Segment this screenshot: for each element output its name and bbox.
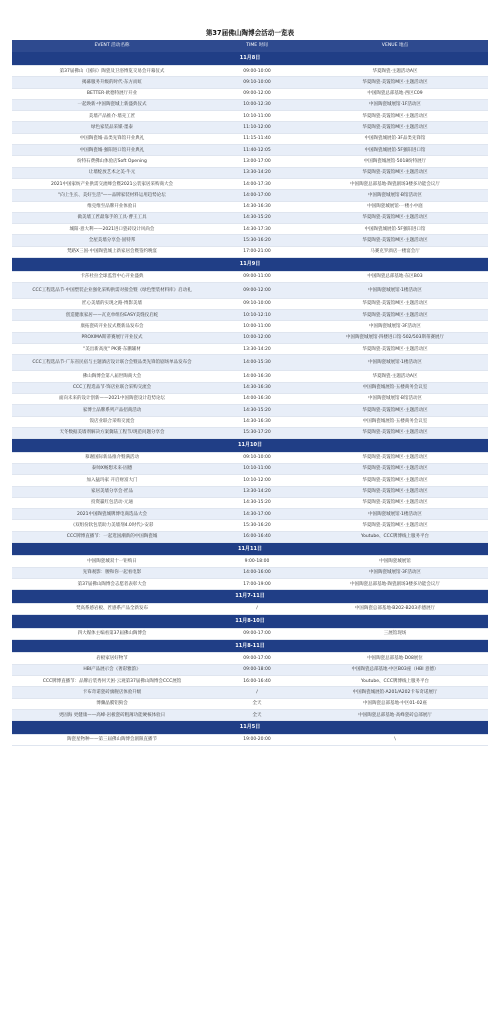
event-name-cell: 加入猛玛家 开启财富大门 xyxy=(12,475,212,486)
table-row xyxy=(12,463,488,474)
time-cell: 10:10-11:00 xyxy=(212,111,302,122)
time-cell: 14:30-15:20 xyxy=(212,212,302,223)
venue-cell: 中国陶瓷城展馆·五楼商务会议室 xyxy=(302,416,488,427)
venue-cell: 中国陶瓷总部基地·中区01-02座 xyxy=(302,698,488,709)
table-row xyxy=(12,382,488,393)
venue-cell: 中国陶瓷城展馆·五楼商务会议室 xyxy=(302,382,488,393)
venue-cell: 中国陶瓷总部基地·陶瓷剧场3楼多功能会议厅 xyxy=(302,579,488,590)
table-row xyxy=(12,393,488,404)
table-row xyxy=(12,567,488,578)
time-cell: 14:30-15:20 xyxy=(212,497,302,508)
table-row xyxy=(12,452,488,463)
venue-cell: 华夏陶瓷·美馐馆M区·主题活动区 xyxy=(302,497,488,508)
venue-cell: 三展馆现场 xyxy=(302,628,488,639)
time-cell: 14:30-15:20 xyxy=(212,405,302,416)
table-body xyxy=(12,52,488,746)
table-row xyxy=(12,664,488,675)
table-row xyxy=(12,497,488,508)
time-cell: 09:00-12:00 xyxy=(212,282,302,298)
table-row xyxy=(12,344,488,355)
table-row xyxy=(12,271,488,282)
table-header xyxy=(12,40,488,52)
event-name-cell: 面向未来的设计创新——2021中国陶瓷设计趋势论坛 xyxy=(12,393,212,404)
date-label: 11月8-11日 xyxy=(12,639,488,653)
event-name-cell: 岩板家居好物节 xyxy=(12,653,212,664)
event-name-cell: 一起焕新·中国陶瓷城上新盛典仪式 xyxy=(12,99,212,110)
event-name-cell: CCC牌博直播节：品牌后装秀何天困·云观第37届佛山陶博会CCC展馆 xyxy=(12,676,212,687)
venue-cell: 华夏陶瓷·美馐馆M区·主题活动区 xyxy=(302,520,488,531)
date-header-row xyxy=(12,542,488,556)
event-name-cell: 卡布奇诺瓷砖旗舰店体验升级 xyxy=(12,687,212,698)
venue-cell: 华夏陶瓷·美馐馆M区·主题活动区 xyxy=(302,122,488,133)
event-name-cell: 家博士品牌系列产品招商活动 xyxy=(12,405,212,416)
venue-cell: 华夏陶瓷·美馐馆M区·主题活动区 xyxy=(302,167,488,178)
table-row xyxy=(12,178,488,189)
venue-cell: 华夏陶瓷·美馐馆M区·主题活动区 xyxy=(302,111,488,122)
time-cell: 19:00-20:00 xyxy=(212,734,302,745)
time-cell: 09:10-10:00 xyxy=(212,452,302,463)
time-cell: 14:00-16:00 xyxy=(212,567,302,578)
table-row xyxy=(12,321,488,332)
time-cell: 10:00-12:00 xyxy=(212,332,302,343)
event-name-cell: 佛山陶博会第八届世陶商大会 xyxy=(12,371,212,382)
venue-cell: 华夏陶瓷·美馐馆M区·主题活动区 xyxy=(302,298,488,309)
venue-cell: 华夏陶瓷·美馐馆M区·主题活动区 xyxy=(302,452,488,463)
time-cell: 10:10-11:00 xyxy=(212,463,302,474)
venue-cell: 华夏陶瓷·美馐馆M区·主题活动区 xyxy=(302,463,488,474)
time-cell: 17:00-21:00 xyxy=(212,246,302,257)
table-row xyxy=(12,486,488,497)
time-cell: 16:00-16:40 xyxy=(212,676,302,687)
time-cell: 全天 xyxy=(212,698,302,709)
table-row xyxy=(12,603,488,614)
venue-cell: 华夏陶瓷·主题活动A区 xyxy=(302,66,488,77)
venue-cell: 中国陶瓷城展馆·1楼活动区 xyxy=(302,509,488,520)
event-name-cell: "向上生长、美好生活"——品牌家装材料运用趋势论坛 xyxy=(12,190,212,201)
table-row xyxy=(12,122,488,133)
time-cell: 09:00-11:00 xyxy=(212,271,302,282)
table-row xyxy=(12,427,488,438)
table-row xyxy=(12,310,488,321)
event-name-cell: 第37届佛山（国际）陶瓷及卫浴博览交易会开幕仪式 xyxy=(12,66,212,77)
date-header-row xyxy=(12,615,488,629)
venue-cell: 中国陶瓷城展馆·B馆活动区 xyxy=(302,190,488,201)
table-row xyxy=(12,355,488,371)
venue-cell: 中国陶瓷城展馆·B馆活动区 xyxy=(302,393,488,404)
time-cell: 15:30-16:20 xyxy=(212,235,302,246)
events-table xyxy=(12,40,488,746)
table-row xyxy=(12,190,488,201)
date-label: 11月8日 xyxy=(12,52,488,66)
time-cell: 14:00-17:00 xyxy=(212,190,302,201)
venue-cell: 中国陶瓷城展馆·四楼进口馆·502/503斯蒂赛展厅 xyxy=(302,332,488,343)
time-cell: 14:30-16:30 xyxy=(212,201,302,212)
venue-cell: \ xyxy=(302,734,488,745)
header-time: TIME 时间 xyxy=(212,40,302,52)
time-cell: 13:00-17:00 xyxy=(212,156,302,167)
date-label: 11月11日 xyxy=(12,542,488,556)
table-row xyxy=(12,416,488,427)
event-name-cell: 家居美墙分享会·匠品 xyxy=(12,486,212,497)
date-header-row xyxy=(12,639,488,653)
table-row xyxy=(12,156,488,167)
event-name-cell: 做美墙工匠最靠手的工具·曹王工具 xyxy=(12,212,212,223)
venue-cell: 中国陶瓷城展馆·A201/A202卡布奇诺展厅 xyxy=(302,687,488,698)
table-row xyxy=(12,212,488,223)
time-cell: 11:10-12:00 xyxy=(212,122,302,133)
time-cell: 全天 xyxy=(212,709,302,720)
event-name-cell: "美出新高度" PK赛·东鹏辅材 xyxy=(12,344,212,355)
event-name-cell: CCC工程选品节·饰店业联合采购交流会 xyxy=(12,382,212,393)
table-row xyxy=(12,235,488,246)
venue-cell: 中国陶瓷总部基地·中区B03座（HBI 意德） xyxy=(302,664,488,675)
event-name-cell: 《双组份软包装助力美墙剂4.0时代》·安彩 xyxy=(12,520,212,531)
event-name-cell: 中国陶瓷城·强阳进口馆开业典礼 xyxy=(12,145,212,156)
table-row xyxy=(12,77,488,88)
date-header-row xyxy=(12,52,488,66)
event-name-cell: 全屋美墙分享会·固特邦 xyxy=(12,235,212,246)
event-name-cell: 四大媒体主编看第37届佛山陶博会 xyxy=(12,628,212,639)
event-name-cell: 绿色家装品采媒·墨泰 xyxy=(12,122,212,133)
venue-cell: Youtube、CCC牌博线上服务平台 xyxy=(302,531,488,542)
venue-cell: 中国陶瓷城展馆·1楼活动区 xyxy=(302,355,488,371)
table-row xyxy=(12,687,488,698)
time-cell: 11:15-11:40 xyxy=(212,133,302,144)
time-cell: 15:30-17:20 xyxy=(212,427,302,438)
time-cell: 09:00-17:00 xyxy=(212,653,302,664)
event-name-cell: 第37届佛山陶博会志愿者表彰大会 xyxy=(12,579,212,590)
time-cell: 9:00-18:00 xyxy=(212,556,302,567)
venue-cell: 华夏陶瓷·美馐馆M区·主题活动区 xyxy=(302,427,488,438)
venue-cell: 华夏陶瓷·美馐馆M区·主题活动区 xyxy=(302,310,488,321)
venue-cell: 华夏陶瓷·美馐馆M区·主题活动区 xyxy=(302,475,488,486)
time-cell: 09:10-10:00 xyxy=(212,298,302,309)
date-header-row xyxy=(12,721,488,735)
venue-cell: 中国陶瓷城展馆·5F强阳进口馆 xyxy=(302,224,488,235)
event-name-cell: HBI产品展示会《奢彩雅韵》 xyxy=(12,664,212,675)
event-name-cell: 中国陶瓷城·品类先锋馆开业典礼 xyxy=(12,133,212,144)
table-row xyxy=(12,298,488,309)
table-row xyxy=(12,556,488,567)
event-name-cell: 揭幕服务升级的时代·东方而虹 xyxy=(12,77,212,88)
event-name-cell: PROXIMA斯蒂赛展厅开业仪式 xyxy=(12,332,212,343)
time-cell: 14:30-17:30 xyxy=(212,224,302,235)
table-row xyxy=(12,201,488,212)
table-row xyxy=(12,653,488,664)
venue-cell: 马赛克罗酒店一楼宴会厅 xyxy=(302,246,488,257)
time-cell: 09:00-12:00 xyxy=(212,88,302,99)
table-row xyxy=(12,133,488,144)
event-name-cell: 美墙产品推介·墙壳工匠 xyxy=(12,111,212,122)
event-name-cell: 2021中国家纺产业供需交流峰会暨2021公装家居采购商大会 xyxy=(12,178,212,189)
event-name-cell: 创造健康家居——瓦克单组份EASY美缝仪启蛇 xyxy=(12,310,212,321)
time-cell: 14:30-16:30 xyxy=(212,416,302,427)
venue-cell: 华夏陶瓷·美馐馆M区·主题活动区 xyxy=(302,344,488,355)
time-cell: 10:10-12:10 xyxy=(212,310,302,321)
venue-cell: 中国陶瓷城展馆·1楼活动区 xyxy=(302,282,488,298)
event-name-cell: 梵路X三国·中国陶瓷城上新家居会暨签约晚宴 xyxy=(12,246,212,257)
event-name-cell: 维克维至品牌开业体验日 xyxy=(12,201,212,212)
time-cell: 14:00-16:30 xyxy=(212,393,302,404)
date-label: 11月7-11日 xyxy=(12,590,488,604)
time-cell: 14:00-15:30 xyxy=(212,355,302,371)
table-row xyxy=(12,167,488,178)
table-row xyxy=(12,405,488,416)
time-cell: 10:00-11:00 xyxy=(212,321,302,332)
table-row xyxy=(12,99,488,110)
venue-cell: Youtube、CCC牌博线上服务平台 xyxy=(302,676,488,687)
date-label: 11月9日 xyxy=(12,258,488,272)
venue-cell: 中国陶瓷城展馆·5018纷特展厅 xyxy=(302,156,488,167)
venue-cell: 中国陶瓷总部基地·高峰瓷砖总部展厅 xyxy=(302,709,488,720)
event-name-cell: 饭店业联合采购交流会 xyxy=(12,416,212,427)
venue-cell: 中国陶瓷总部基地·陶瓷剧场3楼多功能会议厅 xyxy=(302,178,488,189)
time-cell: 16:00-16:40 xyxy=(212,531,302,542)
event-name-cell: 博骤晶膜铝狗会 xyxy=(12,698,212,709)
event-name-cell: CCC工程选品节·中国塑装企业强化采购供需对接会暨《绿色塑装材料库》启动礼 xyxy=(12,282,212,298)
table-row xyxy=(12,676,488,687)
time-cell: 13:30-14:20 xyxy=(212,486,302,497)
table-row xyxy=(12,282,488,298)
table-row xyxy=(12,145,488,156)
venue-cell: 中国陶瓷城展馆·3F活动区 xyxy=(302,321,488,332)
table-row xyxy=(12,224,488,235)
venue-cell: 华夏陶瓷·美馐馆M区·主题活动区 xyxy=(302,212,488,223)
venue-cell: 中国陶瓷总部基地·西区C09 xyxy=(302,88,488,99)
table-row xyxy=(12,371,488,382)
time-cell: 09:00-18:00 xyxy=(212,664,302,675)
date-label: 11月10日 xyxy=(12,439,488,453)
event-name-cell: 梵高系感岩板、匠感系产品全新发布 xyxy=(12,603,212,614)
time-cell: / xyxy=(212,687,302,698)
table-row xyxy=(12,734,488,745)
venue-cell: 中国陶瓷城展馆·1F活动区 xyxy=(302,99,488,110)
time-cell: 14:30-16:30 xyxy=(212,382,302,393)
event-name-cell: 先锋观影：腰和你一起看电影 xyxy=(12,567,212,578)
venue-cell: 中国陶瓷城展馆·5F强阳进口馆 xyxy=(302,145,488,156)
date-label: 11月8-10日 xyxy=(12,615,488,629)
venue-cell: 中国陶瓷城展馆·3F品类先锋馆 xyxy=(302,133,488,144)
table-row xyxy=(12,509,488,520)
date-header-row xyxy=(12,439,488,453)
time-cell: 09:00-10:00 xyxy=(212,66,302,77)
event-name-cell: CCC牌博直播节：一起逛国潮新的中国陶瓷城 xyxy=(12,531,212,542)
time-cell: 09:00-17:00 xyxy=(212,628,302,639)
event-name-cell: 中国陶瓷城双十一钜购日 xyxy=(12,556,212,567)
table-row xyxy=(12,66,488,77)
event-name-cell: 陶瓷星物种——第三届佛山陶博会剧限直播节 xyxy=(12,734,212,745)
event-name-cell: 城阳·意大利——2021进口瓷砖设计风尚会 xyxy=(12,224,212,235)
table-row xyxy=(12,531,488,542)
venue-cell: 中国陶瓷城展馆·一楼小中庭 xyxy=(302,201,488,212)
venue-cell: 华夏陶瓷·美馐馆M区·主题活动区 xyxy=(302,486,488,497)
time-cell: 14:00-16:30 xyxy=(212,371,302,382)
time-cell: 10:10-12:00 xyxy=(212,475,302,486)
table-row xyxy=(12,111,488,122)
table-row xyxy=(12,698,488,709)
event-name-cell: 卡莎杜拉全球监营中心开业盛典 xyxy=(12,271,212,282)
header-venue: VENUE 地点 xyxy=(302,40,488,52)
event-name-cell: 更固海 更健康——高峰·岩板瓷砖粗薄功能硬核体验日 xyxy=(12,709,212,720)
time-cell: 14:30-17:00 xyxy=(212,509,302,520)
event-name-cell: 2021中国陶瓷城牌博电商选品大会 xyxy=(12,509,212,520)
venue-cell: 中国陶瓷总部基地·东区B03 xyxy=(302,271,488,282)
time-cell: 09:10-10:00 xyxy=(212,77,302,88)
date-header-row xyxy=(12,590,488,604)
time-cell: 11:40-12:05 xyxy=(212,145,302,156)
event-name-cell: 纷特石费佛山体验店Soft Opening xyxy=(12,156,212,167)
event-name-cell: 天冬数据美墙剂解决方案冀陆工程节/现范问题分享会 xyxy=(12,427,212,438)
venue-cell: 华夏陶瓷·美馐馆M区·主题活动区 xyxy=(302,405,488,416)
header-event: EVENT 活动名称 xyxy=(12,40,212,52)
table-row xyxy=(12,709,488,720)
venue-cell: 中国陶瓷城展馆 xyxy=(302,556,488,567)
event-name-cell: 泰帅X畅想未来·固德 xyxy=(12,463,212,474)
venue-cell: 华夏陶瓷·美馐馆M区·主题活动区 xyxy=(302,235,488,246)
table-row xyxy=(12,332,488,343)
time-cell: 14:00-17:30 xyxy=(212,178,302,189)
event-name-cell: BETTER·欧德特展厅开业 xyxy=(12,88,212,99)
date-label: 11月5日 xyxy=(12,721,488,735)
time-cell: 13:30-14:20 xyxy=(212,344,302,355)
time-cell: 17:00-19:00 xyxy=(212,579,302,590)
time-cell: 10:00-12:30 xyxy=(212,99,302,110)
event-name-cell: 投资赢红包活动·元通 xyxy=(12,497,212,508)
page-title: 第37届佛山陶博会活动一览表 xyxy=(205,29,295,37)
table-row xyxy=(12,628,488,639)
table-row xyxy=(12,520,488,531)
time-cell: 15:30-16:20 xyxy=(212,520,302,531)
time-cell: / xyxy=(212,603,302,614)
venue-cell: 中国陶瓷总部基地·B202-B203赤德展厅 xyxy=(302,603,488,614)
venue-cell: 华夏陶瓷·主题活动A区 xyxy=(302,371,488,382)
event-name-cell: 匠心美墙的实现之路·博影美墙 xyxy=(12,298,212,309)
event-name-cell: 康拓瓷砖开业仪式暨新品发布会 xyxy=(12,321,212,332)
event-name-cell: 慕谢国际新品推介暨满活动 xyxy=(12,452,212,463)
table-row xyxy=(12,475,488,486)
table-row xyxy=(12,246,488,257)
venue-cell: 中国陶瓷城展馆·3F活动区 xyxy=(302,567,488,578)
table-row xyxy=(12,88,488,99)
table-row xyxy=(12,579,488,590)
event-name-cell: 让墙绽放艺术之美·牛元 xyxy=(12,167,212,178)
event-name-cell: CCC工程选品节·广东省民宿与主题酒店设计联合会暨品类先锋馆剧场单品发布会 xyxy=(12,355,212,371)
venue-cell: 中国陶瓷总部基地·D08展位 xyxy=(302,653,488,664)
time-cell: 13:30-14:20 xyxy=(212,167,302,178)
date-header-row xyxy=(12,258,488,272)
venue-cell: 华夏陶瓷·美馐馆M区·主题活动区 xyxy=(302,77,488,88)
